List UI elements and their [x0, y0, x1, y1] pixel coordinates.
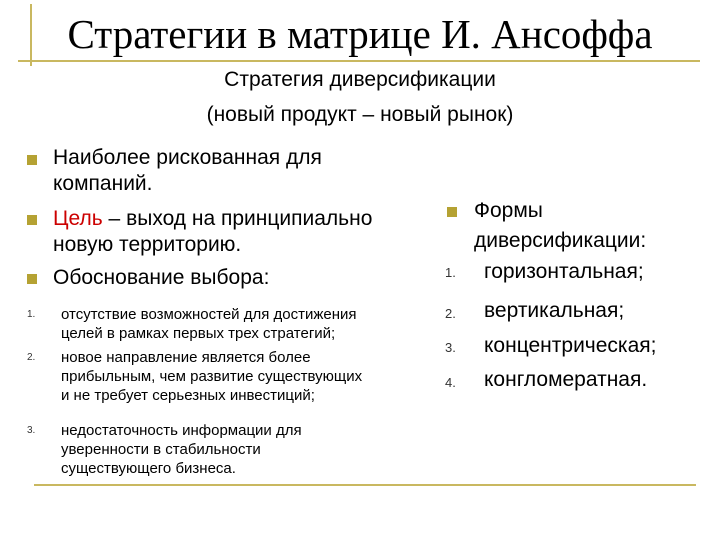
bullet-1-line-2: компаний.: [53, 172, 153, 195]
forms-heading-line-2: диверсификации:: [474, 229, 647, 252]
bullet-icon: [27, 274, 37, 284]
forms-heading-line-1: Формы: [474, 199, 543, 222]
slide-title: Стратегии в матрице И. Ансоффа: [67, 11, 653, 57]
numbered-marker: 3.: [445, 340, 456, 355]
reason-3-line-2: уверенности в стабильности: [61, 441, 261, 458]
bottom-divider: [34, 484, 696, 486]
title-underline: [18, 60, 700, 62]
reason-2-line-2: прибыльным, чем развитие существующих: [61, 368, 363, 385]
bullet-2-line-1: [53, 206, 372, 232]
subtitle-line-2: (новый продукт – новый рынок): [206, 103, 514, 126]
numbered-marker: 2.: [445, 306, 456, 321]
bullet-3-line-1: Обоснование выбора:: [53, 266, 270, 289]
reason-1-line-2: целей в рамках первых трех стратегий;: [61, 325, 336, 342]
reason-3-line-3: существующего бизнеса.: [61, 460, 236, 477]
form-item-1: горизонтальная;: [484, 260, 644, 283]
reason-2-line-1: новое направление является более: [61, 349, 311, 366]
bullet-2-line-2: новую территорию.: [53, 233, 242, 256]
numbered-marker: 3.: [27, 425, 36, 436]
reason-2-line-3: и не требует серьезных инвестиций;: [61, 387, 315, 404]
bullet-2-line-1-rest: – выход на принципиально: [102, 207, 373, 230]
form-item-3: концентрическая;: [484, 334, 657, 357]
numbered-marker: 1.: [27, 309, 36, 320]
reason-1-line-1: отсутствие возможностей для достижения: [61, 306, 357, 323]
form-item-4: конгломератная.: [484, 368, 648, 391]
reason-3-line-1: недостаточность информации для: [61, 422, 302, 439]
bullet-icon: [27, 215, 37, 225]
numbered-marker: 2.: [27, 352, 36, 363]
subtitle-line-1: Стратегия диверсификации: [224, 68, 496, 91]
numbered-marker: 1.: [445, 265, 456, 280]
bullet-icon: [447, 207, 457, 217]
goal-highlight: Цель: [53, 207, 103, 230]
bullet-icon: [27, 155, 37, 165]
bullet-1-line-1: Наиболее рискованная для: [53, 146, 322, 169]
form-item-2: вертикальная;: [484, 299, 625, 322]
numbered-marker: 4.: [445, 375, 456, 390]
